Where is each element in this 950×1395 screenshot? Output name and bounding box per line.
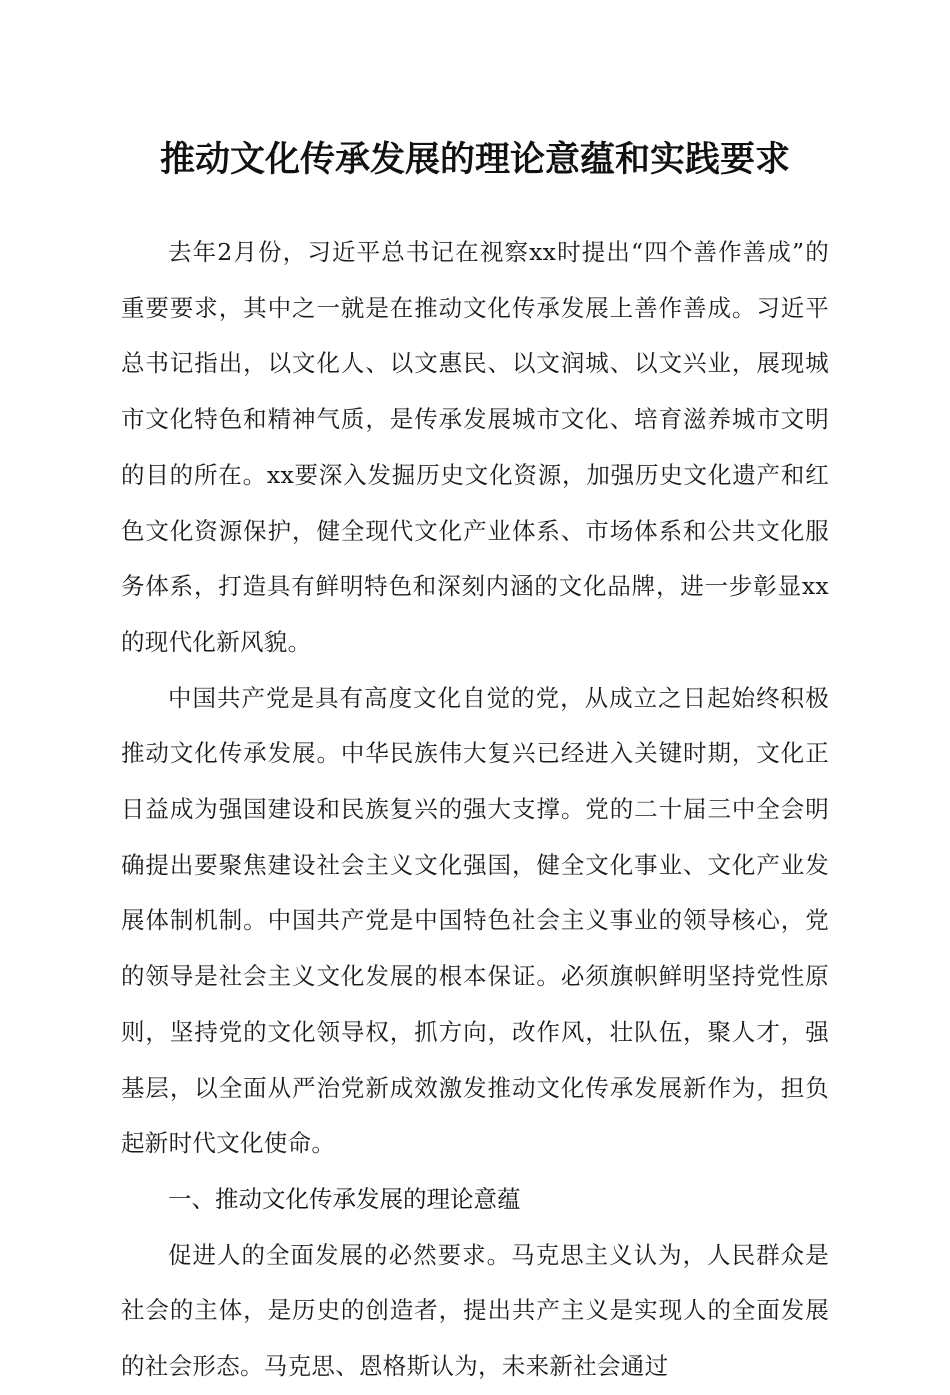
document-body: [121, 225, 829, 1395]
document-title: 推动文化传承发展的理论意蕴和实践要求: [159, 139, 790, 180]
section-heading: 一、推动文化传承发展的理论意蕴: [168, 1184, 521, 1213]
paragraph-intro: 去年2月份，习近平总书记在视察xx时提出“四个善作善成”的重要要求，其中之一就是在推动文化传承发展上善作善成。习近平总书记指出，以文化人、以文惠民、以文润城、以文兴业，展现城市文化特色和精神气质，是传承发展城市文化、培育滋养城市文明的目的所在。xx要深入发掘历史文化资源，加强历史文化遗产和红色文化资源保护，健全现代文化产业体系、市场体系和公共文化服务体系，打造具有鲜明特色和深刻内涵的文化品牌，进一步彰显xx的现代化新风貌。: [121, 238, 829, 656]
paragraph-party-culture: 中国共产党是具有高度文化自觉的党，从成立之日起始终积极推动文化传承发展。中华民族伟大复兴已经进入关键时期，文化正日益成为强国建设和民族复兴的强大支撑。党的二十届三中全会明确提出要聚焦建设社会主义文化强国，健全文化事业、文化产业发展体制机制。中国共产党是中国特色社会主义事业的领导核心，党的领导是社会主义文化发展的根本保证。必须旗帜鲜明坚持党性原则，坚持党的文化领导权，抓方向，改作风，壮队伍，聚人才，强基层，以全面从严治党新成效激发推动文化传承发展新作为，担负起新时代文化使命。: [121, 683, 829, 1158]
paragraph-section-1: 促进人的全面发展的必然要求。马克思主义认为，人民群众是社会的主体，是历史的创造者，提出共产主义是实现人的全面发展的社会形态。马克思、恩格斯认为，未来新社会通过: [121, 1240, 829, 1381]
